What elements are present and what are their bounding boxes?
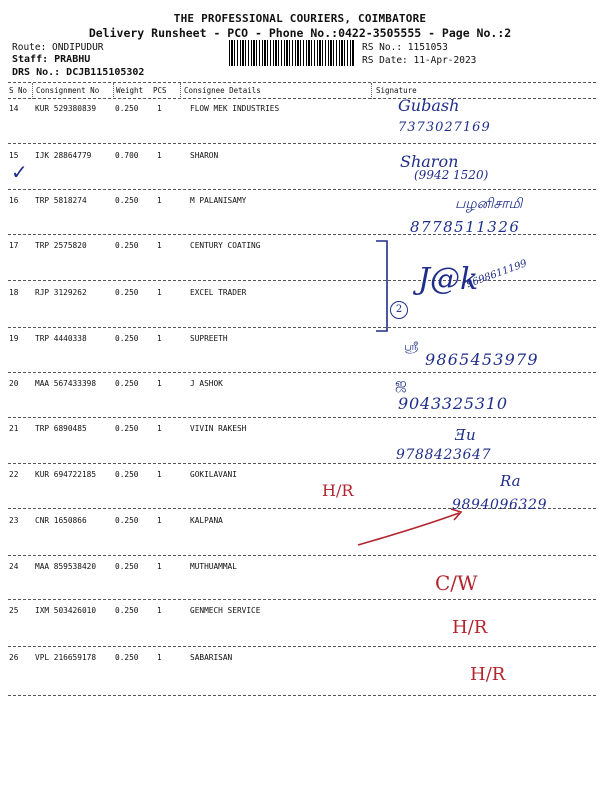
row-rule: [8, 599, 596, 600]
row-consignment: KUR 529380839: [35, 104, 97, 113]
row-weight: 0.700: [115, 151, 139, 160]
signature-phone-row-18: 9698611199: [465, 258, 529, 291]
col-header-consignee: Consignee Details: [184, 86, 261, 95]
runsheet-subtitle: Delivery Runsheet - PCO - Phone No.:0422-3505555 - Page No.:2: [88, 26, 512, 40]
col-header-signature: Signature: [376, 86, 417, 95]
hr-mark-row-22: H/R: [322, 481, 354, 500]
row-consignee: SABARISAN: [190, 653, 233, 662]
row-sno: 15: [9, 151, 19, 160]
row-sno: 21: [9, 424, 19, 433]
row-rule: [8, 189, 596, 190]
row-weight: 0.250: [115, 606, 139, 615]
row-consignee: GENMECH SERVICE: [190, 606, 261, 615]
row-sno: 14: [9, 104, 19, 113]
row-consignee: EXCEL TRADER: [190, 288, 247, 297]
row-sno: 25: [9, 606, 19, 615]
row-pcs: 1: [157, 606, 162, 615]
row-consignment: TRP 4440338: [35, 334, 87, 343]
row-sno: 17: [9, 241, 19, 250]
row-consignee: FLOW MEK INDUSTRIES: [190, 104, 280, 113]
signature-mark-row-22: Ra: [500, 472, 521, 490]
row-weight: 0.250: [115, 562, 139, 571]
row-rule: [8, 417, 596, 418]
row-weight: 0.250: [115, 516, 139, 525]
signature-mark-row-20: ஜ: [395, 376, 407, 392]
row-weight: 0.250: [115, 241, 139, 250]
signature-row-16: பழனிசாமி: [455, 196, 523, 212]
row-consignee: GOKILAVANI: [190, 470, 237, 479]
route-label: Route: ONDIPUDUR: [12, 42, 104, 53]
signature-phone-row-21: 9788423647: [396, 447, 492, 463]
signature-mark-row-19: ஸ்ரீ: [404, 340, 419, 353]
row-consignee: MUTHUAMMAL: [190, 562, 237, 571]
row-pcs: 1: [157, 241, 162, 250]
row-pcs: 1: [157, 653, 162, 662]
row-weight: 0.250: [115, 288, 139, 297]
col-header-sno: S No: [9, 86, 28, 95]
arrow-mark: [355, 503, 465, 549]
company-title: THE PROFESSIONAL COURIERS, COIMBATORE: [173, 12, 427, 25]
signature-phone-row-20: 9043325310: [398, 394, 508, 413]
signature-mark-row-21: Ǝu: [455, 426, 476, 444]
row-rule: [8, 463, 596, 464]
row-consignment: CNR 1650866: [35, 516, 87, 525]
signature-row-18: J@k: [418, 262, 479, 297]
row-weight: 0.250: [115, 334, 139, 343]
row-consignment: MAA 859538420: [35, 562, 97, 571]
header-bottom-rule: [8, 98, 596, 99]
rs-number: RS No.: 1151053: [362, 42, 448, 53]
row-consignment: TRP 6890485: [35, 424, 87, 433]
row-pcs: 1: [157, 562, 162, 571]
row-pcs: 1: [157, 151, 162, 160]
row-sno: 26: [9, 653, 19, 662]
row-weight: 0.250: [115, 104, 139, 113]
row-sno: 19: [9, 334, 19, 343]
row-consignee: SUPREETH: [190, 334, 228, 343]
signature-phone-row-16: 8778511326: [410, 218, 521, 236]
row-consignee: J ASHOK: [190, 379, 223, 388]
col-separator: [32, 83, 33, 99]
signature-phone-row-19: 9865453979: [425, 350, 539, 369]
row-rule: [8, 695, 596, 696]
col-separator: [371, 83, 372, 99]
barcode: [229, 40, 354, 66]
row-sno: 24: [9, 562, 19, 571]
row-consignment: VPL 216659178: [35, 653, 97, 662]
row-pcs: 1: [157, 470, 162, 479]
col-separator: [113, 83, 114, 99]
row-pcs: 1: [157, 424, 162, 433]
row-consignment: MAA 567433398: [35, 379, 97, 388]
row-consignment: TRP 2575820: [35, 241, 87, 250]
row-weight: 0.250: [115, 653, 139, 662]
row-pcs: 1: [157, 288, 162, 297]
signature-row-15: Sharon: [400, 152, 459, 171]
row-consignee: SHARON: [190, 151, 219, 160]
row-consignment: KUR 694722185: [35, 470, 97, 479]
row-rule: [8, 646, 596, 647]
row-consignee: M PALANISAMY: [190, 196, 247, 205]
header-top-rule: [8, 82, 596, 83]
hr-mark-row-25: H/R: [452, 617, 488, 638]
row-rule: [8, 327, 596, 328]
row-rule: [8, 280, 596, 281]
row-pcs: 1: [157, 334, 162, 343]
signature-phone-row-14: 7373027169: [398, 120, 491, 135]
row-consignment: TRP 5818274: [35, 196, 87, 205]
col-separator: [180, 83, 181, 99]
signature-phone-row-15: (9942 1520): [414, 168, 489, 182]
row-sno: 23: [9, 516, 19, 525]
row-pcs: 1: [157, 379, 162, 388]
row-sno: 22: [9, 470, 19, 479]
drs-number: DRS No.: DCJB115105302: [12, 67, 145, 78]
row-pcs: 1: [157, 104, 162, 113]
row-sno: 18: [9, 288, 19, 297]
row-weight: 0.250: [115, 196, 139, 205]
row-consignment: IXM 503426010: [35, 606, 97, 615]
col-header-pcs: PCS: [153, 86, 167, 95]
row-weight: 0.250: [115, 424, 139, 433]
hr-mark-row-26: H/R: [470, 664, 506, 685]
row-consignee: KALPANA: [190, 516, 223, 525]
staff-label: Staff: PRABHU: [12, 54, 91, 65]
bracket-mark: [372, 238, 394, 334]
row-weight: 0.250: [115, 379, 139, 388]
checkmark-icon: ✓: [11, 160, 28, 184]
rs-date: RS Date: 11-Apr-2023: [362, 55, 477, 66]
row-rule: [8, 143, 596, 144]
row-weight: 0.250: [115, 470, 139, 479]
row-rule: [8, 555, 596, 556]
circled-number: 2: [390, 301, 408, 319]
row-consignee: CENTURY COATING: [190, 241, 261, 250]
row-sno: 20: [9, 379, 19, 388]
signature-phone-row-23: 9894096329: [452, 497, 548, 513]
row-pcs: 1: [157, 516, 162, 525]
row-rule: [8, 372, 596, 373]
row-consignment: IJK 28864779: [35, 151, 92, 160]
row-consignee: VIVIN RAKESH: [190, 424, 247, 433]
row-pcs: 1: [157, 196, 162, 205]
row-sno: 16: [9, 196, 19, 205]
col-header-consignment: Consignment No: [36, 86, 100, 95]
cw-mark-row-24: C/W: [435, 571, 478, 595]
row-consignment: RJP 3129262: [35, 288, 87, 297]
signature-row-14: Gubash: [398, 96, 460, 115]
col-header-weight: Weight: [116, 86, 144, 95]
